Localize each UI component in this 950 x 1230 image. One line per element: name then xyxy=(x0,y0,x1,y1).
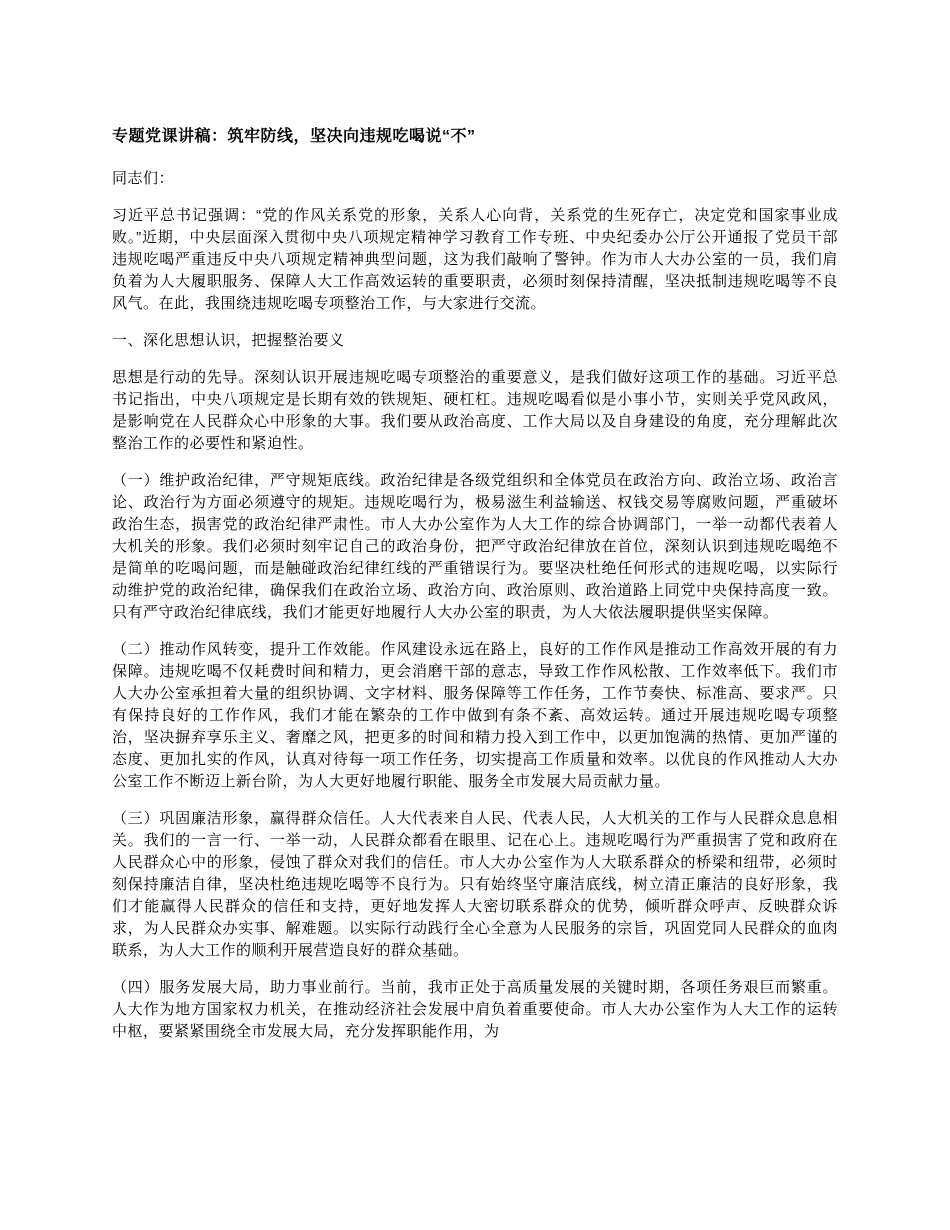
point-4-paragraph: （四）服务发展大局，助力事业前行。当前，我市正处于高质量发展的关键时期，各项任务艰巨而繁重。人大作为地方国家权力机关，在推动经济社会发展中肩负着重要使命。市人大办公室作为人大工作的运转中枢，要紧紧围绕全市发展大局，充分发挥职能作用，为 xyxy=(112,979,838,1040)
section-1-lead-paragraph: 思想是行动的先导。深刻认识开展违规吃喝专项整治的重要意义，是我们做好这项工作的基础。习近平总书记指出，中央八项规定是长期有效的铁规矩、硬杠杠。违规吃喝看似是小事小节，实则关乎党风政风，是影响党在人民群众心中形象的大事。我们要从政治高度、工作大局以及自身建设的角度，充分理解此次整治工作的必要性和紧迫性。 xyxy=(112,369,838,452)
point-2-paragraph: （二）推动作风转变，提升工作效能。作风建设永远在路上，良好的工作作风是推动工作高效开展的有力保障。违规吃喝不仅耗费时间和精力，更会消磨干部的意志，导致工作作风松散、工作效率低下。我们市人大办公室承担着大量的组织协调、文字材料、服务保障等工作任务，工作节奏快、标准高、要求严。只有保持良好的工作作风，我们才能在繁杂的工作中做到有条不紊、高效运转。通过开展违规吃喝专项整治，坚决摒弃享乐主义、奢靡之风，把更多的时间和精力投入到工作中，以更加饱满的热情、更加严谨的态度、更加扎实的作风，认真对待每一项工作任务，切实提高工作质量和效率。以优良的作风推动人大办公室工作不断迈上新台阶，为人大更好地履行职能、服务全市发展大局贡献力量。 xyxy=(112,641,838,790)
intro-paragraph: 习近平总书记强调：“党的作风关系党的形象，关系人心向背，关系党的生死存亡，决定党和国家事业成败。”近期，中央层面深入贯彻中央八项规定精神学习教育工作专班、中央纪委办公厅公开通报了党员干部违规吃喝严重违反中央八项规定精神典型问题，这为我们敲响了警钟。作为市人大办公室的一员，我们肩负着为人大履职服务、保障人大工作高效运转的重要职责，必须时刻保持清醒，坚决抵制违规吃喝等不良风气。在此，我围绕违规吃喝专项整治工作，与大家进行交流。 xyxy=(112,207,838,312)
section-1-heading: 一、深化思想认识，把握整治要义 xyxy=(112,332,345,349)
point-3-paragraph: （三）巩固廉洁形象，赢得群众信任。人大代表来自人民、代表人民，人大机关的工作与人民群众息息相关。我们的一言一行、一举一动，人民群众都看在眼里、记在心上。违规吃喝行为严重损害了党和政府在人民群众心中的形象，侵蚀了群众对我们的信任。市人大办公室作为人大联系群众的桥梁和纽带，必须时刻保持廉洁自律，坚决杜绝违规吃喝等不良行为。只有始终坚守廉洁底线，树立清正廉洁的良好形象，我们才能赢得人民群众的信任和支持，更好地发挥人大密切联系群众的优势，倾听群众呼声、反映群众诉求，为人民群众办实事、解难题。以实际行动践行全心全意为人民服务的宗旨，巩固党同人民群众的血肉联系，为人大工作的顺利开展营造良好的群众基础。 xyxy=(112,810,838,959)
document-title: 专题党课讲稿：筑牢防线，坚决向违规吃喝说“不” xyxy=(112,128,476,145)
point-1-paragraph: （一）维护政治纪律，严守规矩底线。政治纪律是各级党组织和全体党员在政治方向、政治立场、政治言论、政治行为方面必须遵守的规矩。违规吃喝行为，极易滋生利益输送、权钱交易等腐败问题，严重破坏政治生态，损害党的政治纪律严肃性。市人大办公室作为人大工作的综合协调部门，一举一动都代表着人大机关的形象。我们必须时刻牢记自己的政治身份，把严守政治纪律放在首位，深刻认识到违规吃喝绝不是简单的吃喝问题，而是触碰政治纪律红线的严重错误行为。要坚决杜绝任何形式的违规吃喝，以实际行动维护党的政治纪律，确保我们在政治立场、政治方向、政治原则、政治道路上同党中央保持高度一致。只有严守政治纪律底线，我们才能更好地履行人大办公室的职责，为人大依法履职提供坚实保障。 xyxy=(112,472,838,621)
salutation: 同志们： xyxy=(112,170,175,187)
